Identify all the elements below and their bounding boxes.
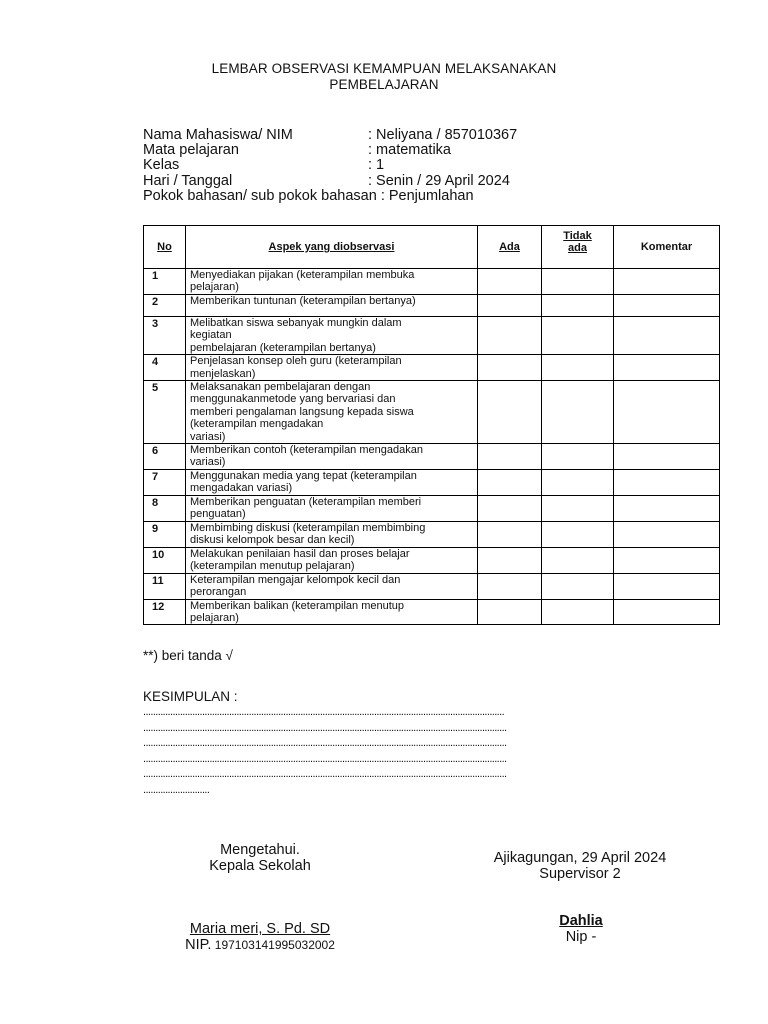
ada-cell[interactable] xyxy=(478,547,542,573)
komentar-cell[interactable] xyxy=(614,355,720,381)
row-number: 2 xyxy=(144,295,186,317)
row-number: 10 xyxy=(144,547,186,573)
header-aspek: Aspek yang diobservasi xyxy=(186,226,478,269)
aspect-text-line: Menggunakan media yang tepat (keterampilan xyxy=(190,470,417,483)
header-no: No xyxy=(144,226,186,269)
aspect-cell xyxy=(186,547,478,573)
komentar-cell[interactable] xyxy=(614,444,720,470)
ada-cell[interactable] xyxy=(478,355,542,381)
komentar-cell[interactable] xyxy=(614,547,720,573)
supervisor-nip: Nip - xyxy=(565,929,597,945)
signature-right-name-block xyxy=(471,913,691,945)
table-row xyxy=(144,599,720,625)
komentar-cell[interactable] xyxy=(614,381,720,444)
table-row xyxy=(144,521,720,547)
aspect-text-line: menjelaskan) xyxy=(190,367,256,380)
komentar-cell[interactable] xyxy=(614,599,720,625)
subject-label: Mata pelajaran xyxy=(143,142,239,159)
aspect-text-line: (keterampilan menutup pelajaran) xyxy=(190,560,355,573)
aspect-text-line: pelajaran) xyxy=(190,281,239,294)
aspect-text-line: memberi pengalaman langsung kepada siswa xyxy=(190,405,414,418)
dotted-line: ........................... xyxy=(143,783,210,796)
table-row xyxy=(144,573,720,599)
dotted-line: .................................................................................................................................................... xyxy=(143,752,507,765)
row-number: 8 xyxy=(144,495,186,521)
mengetahui-label: Mengetahui. xyxy=(220,842,300,858)
aspect-text-line: Melakukan penilaian hasil dan proses belajar xyxy=(190,547,410,560)
table-body xyxy=(144,269,720,625)
aspect-text-line: Melaksanakan pembelajaran dengan xyxy=(190,381,371,394)
table-row xyxy=(144,269,720,295)
table-row xyxy=(144,295,720,317)
aspect-text-line: (keterampilan mengadakan xyxy=(190,418,324,431)
observation-table xyxy=(143,225,720,625)
kesimpulan-lines xyxy=(143,705,743,798)
aspect-cell xyxy=(186,521,478,547)
dotted-line: .................................................................................................................................................... xyxy=(143,768,507,780)
signature-right-heading xyxy=(470,850,690,882)
dotted-line: .................................................................................................................................................... xyxy=(143,737,507,749)
dotted-line: ................................................................................................................................................... xyxy=(143,706,505,718)
document-title xyxy=(0,61,768,93)
signature-left-name-block xyxy=(160,921,360,953)
komentar-cell[interactable] xyxy=(614,573,720,599)
aspect-text-line: Melibatkan siswa sebanyak mungkin dalam xyxy=(190,317,402,329)
tidak-ada-cell[interactable] xyxy=(542,444,614,470)
aspect-cell xyxy=(186,295,478,317)
tidak-ada-cell[interactable] xyxy=(542,317,614,355)
aspect-cell xyxy=(186,381,478,444)
komentar-cell[interactable] xyxy=(614,317,720,355)
tidak-ada-cell[interactable] xyxy=(542,495,614,521)
aspect-text-line: perorangan xyxy=(190,586,247,599)
tidak-ada-cell[interactable] xyxy=(542,355,614,381)
topic-line: Pokok bahasan/ sub pokok bahasan : Penjumlahan xyxy=(143,187,474,204)
row-number: 3 xyxy=(144,317,186,355)
table-row xyxy=(144,444,720,470)
supervisor-name: Dahlia xyxy=(559,913,603,929)
date-label: Hari / Tanggal xyxy=(143,172,233,189)
ada-cell[interactable] xyxy=(478,521,542,547)
aspect-cell xyxy=(186,599,478,625)
aspect-cell xyxy=(186,355,478,381)
tidak-ada-cell[interactable] xyxy=(542,547,614,573)
subject-value: : matematika xyxy=(368,142,451,159)
ada-cell[interactable] xyxy=(478,599,542,625)
table-header-row xyxy=(144,226,720,269)
aspect-text-line: Memberikan tuntunan (keterampilan bertanya) xyxy=(190,295,416,307)
ada-cell[interactable] xyxy=(478,470,542,496)
row-number: 11 xyxy=(144,573,186,599)
name-value: : Neliyana / 857010367 xyxy=(368,127,518,143)
komentar-cell[interactable] xyxy=(614,521,720,547)
row-number: 4 xyxy=(144,355,186,381)
row-number: 6 xyxy=(144,444,186,470)
aspect-cell xyxy=(186,573,478,599)
table-row xyxy=(144,495,720,521)
header-ada: Ada xyxy=(478,226,542,269)
ada-cell[interactable] xyxy=(478,317,542,355)
tidak-ada-cell[interactable] xyxy=(542,381,614,444)
supervisor-label: Supervisor 2 xyxy=(539,866,621,882)
aspect-text-line: variasi) xyxy=(190,430,226,443)
ada-cell[interactable] xyxy=(478,444,542,470)
dotted-line: .................................................................................................................................................... xyxy=(143,721,507,734)
class-value: : 1 xyxy=(368,157,385,174)
tidak-ada-cell[interactable] xyxy=(542,470,614,496)
aspect-text-line: penguatan) xyxy=(190,508,246,521)
title-line-1: LEMBAR OBSERVASI KEMAMPUAN MELAKSANAKAN xyxy=(211,61,557,76)
aspect-text-line: pelajaran) xyxy=(190,611,239,624)
ada-cell[interactable] xyxy=(478,573,542,599)
aspect-text-line: Penjelasan konsep oleh guru (keterampilan xyxy=(190,355,402,368)
ada-cell[interactable] xyxy=(478,295,542,317)
aspect-cell xyxy=(186,495,478,521)
aspect-text-line: kegiatan xyxy=(190,329,232,342)
table-row xyxy=(144,470,720,496)
row-number: 1 xyxy=(144,269,186,295)
tidak-ada-cell[interactable] xyxy=(542,521,614,547)
table-row xyxy=(144,355,720,381)
class-label: Kelas xyxy=(143,157,180,174)
aspect-text-line: mengadakan variasi) xyxy=(190,482,293,495)
header-tidak-ada: Tidak ada xyxy=(542,226,614,269)
date-value: : Senin / 29 April 2024 xyxy=(368,172,510,189)
aspect-text-line: Membimbing diskusi (keterampilan membimbing xyxy=(190,521,426,534)
ada-cell[interactable] xyxy=(478,495,542,521)
kepala-sekolah-label: Kepala Sekolah xyxy=(209,858,311,874)
ada-cell[interactable] xyxy=(478,381,542,444)
aspect-text-line: Menyediakan pijakan (keterampilan membuka xyxy=(190,269,415,281)
ada-cell[interactable] xyxy=(478,269,542,295)
tidak-ada-cell[interactable] xyxy=(542,573,614,599)
aspect-text-line: menggunakanmetode yang bervariasi dan xyxy=(190,393,396,406)
komentar-cell[interactable] xyxy=(614,495,720,521)
aspect-cell xyxy=(186,317,478,355)
aspect-text-line: Memberikan penguatan (keterampilan memberi xyxy=(190,495,422,508)
name-label: Nama Mahasiswa/ NIM xyxy=(143,127,293,143)
aspect-cell xyxy=(186,444,478,470)
aspect-text-line: diskusi kelompok besar dan kecil) xyxy=(190,534,355,547)
row-number: 9 xyxy=(144,521,186,547)
aspect-text-line: pembelajaran (keterampilan bertanya) xyxy=(190,341,376,354)
aspect-cell xyxy=(186,269,478,295)
aspect-text-line: Keterampilan mengajar kelompok kecil dan xyxy=(190,573,401,586)
komentar-cell[interactable] xyxy=(614,295,720,317)
aspect-text-line: Memberikan balikan (keterampilan menutup xyxy=(190,599,404,612)
place-date: Ajikagungan, 29 April 2024 xyxy=(493,850,667,866)
signature-left-heading xyxy=(160,842,360,874)
tidak-ada-cell[interactable] xyxy=(542,295,614,317)
row-number: 5 xyxy=(144,381,186,444)
table-row xyxy=(144,317,720,355)
row-number: 7 xyxy=(144,470,186,496)
table-row xyxy=(144,381,720,444)
row-number: 12 xyxy=(144,599,186,625)
table-row xyxy=(144,547,720,573)
principal-name: Maria meri, S. Pd. SD xyxy=(189,921,331,937)
komentar-cell[interactable] xyxy=(614,470,720,496)
aspect-text-line: variasi) xyxy=(190,456,226,469)
aspect-text-line: Memberikan contoh (keterampilan mengadakan xyxy=(190,444,423,457)
check-note: **) beri tanda √ xyxy=(143,648,233,663)
tidak-ada-cell[interactable] xyxy=(542,599,614,625)
title-line-2: PEMBELAJARAN xyxy=(329,77,439,92)
komentar-cell[interactable] xyxy=(614,269,720,295)
principal-nip: NIP. 197103141995032002 xyxy=(185,937,335,953)
header-komentar: Komentar xyxy=(614,226,720,269)
aspect-cell xyxy=(186,470,478,496)
kesimpulan-label: KESIMPULAN : xyxy=(143,689,238,704)
tidak-ada-cell[interactable] xyxy=(542,269,614,295)
